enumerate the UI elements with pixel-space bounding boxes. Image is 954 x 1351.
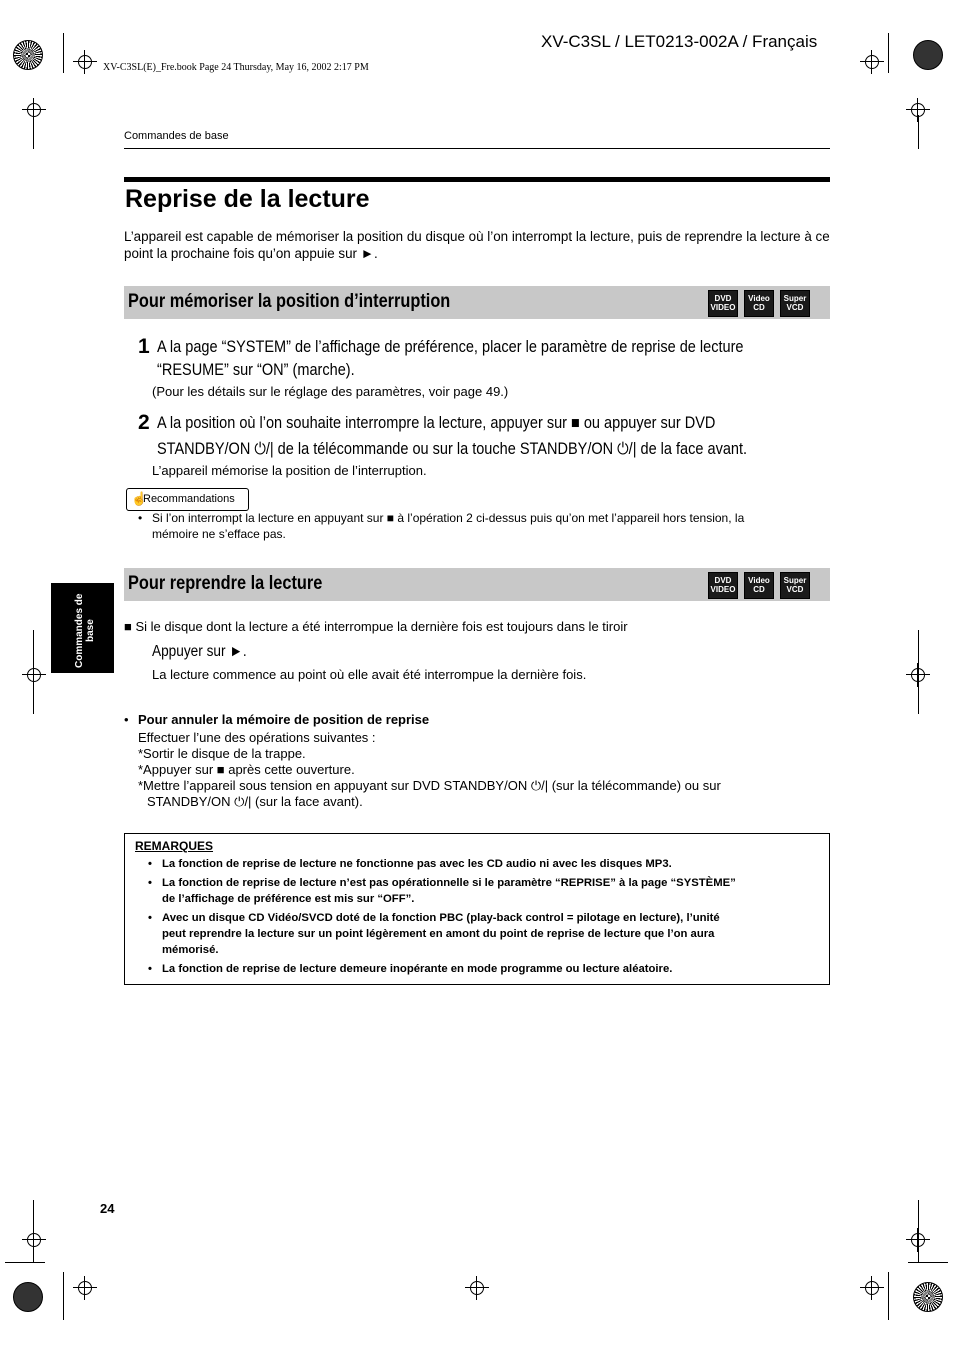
registration-icon bbox=[22, 1228, 46, 1252]
step-note: L’appareil mémorise la position de l’interruption. bbox=[152, 463, 427, 478]
super-vcd-icon: Super VCD bbox=[780, 572, 810, 599]
action-note: La lecture commence au point où elle avait été interrompue la dernière fois. bbox=[152, 667, 587, 682]
video-cd-icon: Video CD bbox=[744, 290, 774, 317]
hand-icon: ☝ bbox=[131, 491, 148, 506]
remark-item: peut reprendre la lecture sur un point légèrement en amont du point de reprise de lecture que l’on aura bbox=[162, 928, 715, 940]
tips-label: ☝ Recommandations bbox=[126, 488, 249, 511]
book-info-line: XV-C3SL(E)_Fre.book Page 24 Thursday, May 16, 2002 2:17 PM bbox=[103, 62, 369, 73]
tip-text: Si l’on interrompt la lecture en appuyant sur ■ à l’opération 2 ci-dessus puis qu’on met l’appareil hors tension, la bbox=[152, 511, 745, 525]
step-text: STANDBY/ON ⏻/| de la télécommande ou sur la touche STANDBY/ON ⏻/| de la face avant. bbox=[157, 440, 748, 458]
dvd-video-icon: DVD VIDEO bbox=[708, 290, 738, 317]
model-reference: XV-C3SL / LET0213-002A / Français bbox=[541, 32, 818, 51]
remark-item: La fonction de reprise de lecture n’est pas opérationnelle si le paramètre “REPRISE” à la page “SYSTÈME” bbox=[162, 877, 736, 889]
section-title: Pour reprendre la lecture bbox=[128, 573, 323, 594]
crop-disk-icon bbox=[13, 1282, 43, 1312]
cancel-item: *Mettre l’appareil sous tension en appuyant sur DVD STANDBY/ON ⏻/| (sur la télécommande) ou sur bbox=[138, 778, 721, 793]
bullet: • bbox=[124, 712, 129, 727]
crop-disk-icon bbox=[913, 40, 943, 70]
remark-item: de l’affichage de préférence est mis sur “OFF”. bbox=[162, 893, 415, 905]
cancel-item: *Sortir le disque de la trappe. bbox=[138, 746, 306, 761]
super-vcd-icon: Super VCD bbox=[780, 290, 810, 317]
intro-paragraph: L’appareil est capable de mémoriser la position du disque où l’on interrompt la lecture, puis de reprendre la lecture à ce point la prochaine fois qu’on appuie sur ►. bbox=[124, 229, 830, 261]
video-cd-icon: Video CD bbox=[744, 572, 774, 599]
step-text: A la page “SYSTEM” de l’affichage de préférence, placer le paramètre de reprise de lecture bbox=[157, 338, 744, 356]
cancel-item: *Appuyer sur ■ après cette ouverture. bbox=[138, 762, 355, 777]
remark-item: La fonction de reprise de lecture demeure inopérante en mode programme ou lecture aléatoire. bbox=[162, 963, 673, 975]
registration-icon bbox=[465, 1276, 489, 1300]
tip-bullet: • bbox=[138, 511, 143, 525]
registration-icon bbox=[22, 98, 46, 122]
section-title: Pour mémoriser la position d’interruption bbox=[128, 291, 451, 312]
action-text: Appuyer sur ►. bbox=[152, 643, 247, 660]
crop-disk-icon bbox=[913, 1282, 943, 1312]
remarks-heading: REMARQUES bbox=[135, 839, 214, 853]
remark-item: Avec un disque CD Vidéo/SVCD doté de la fonction PBC (play-back control = pilotage en lecture), l’unité bbox=[162, 912, 720, 924]
title-rule bbox=[124, 177, 830, 182]
step-text: “RESUME” sur “ON” (marche). bbox=[157, 361, 355, 379]
tip-text: mémoire ne s’efface pas. bbox=[152, 527, 286, 541]
cancel-item: STANDBY/ON ⏻/| (sur la face avant). bbox=[147, 794, 363, 809]
disc-badges bbox=[708, 572, 810, 599]
page-title: Reprise de la lecture bbox=[125, 185, 370, 213]
side-tab: Commandes de base bbox=[51, 583, 114, 673]
header-rule bbox=[124, 148, 830, 149]
remark-item: La fonction de reprise de lecture ne fonctionne pas avec les CD audio ni avec les disques MP3. bbox=[162, 858, 672, 870]
remark-item: mémorisé. bbox=[162, 944, 219, 956]
cancel-intro: Effectuer l’une des opérations suivantes : bbox=[138, 730, 376, 745]
crop-disk-icon bbox=[13, 40, 43, 70]
remarks-box: REMARQUES • La fonction de reprise de lecture ne fonctionne pas avec les CD audio ni avec les disques MP3. • La fonction de reprise de lecture n’est pas opérationnelle si le paramètre “REPRISE” à la page “SYSTÈME” de l’affichage de préférence est mis sur “OFF”. • Avec un disque CD Vidéo/SVCD doté de la fonction PBC (play-back control = pilotage en lecture), l’unité peut reprendre la lecture sur un point légèrement en amont du point de reprise de lecture que l’on aura mémorisé. • La fonction de reprise de lecture demeure inopérante en mode programme ou lecture aléatoire. bbox=[124, 833, 830, 985]
registration-icon bbox=[73, 50, 97, 74]
registration-icon bbox=[860, 1276, 884, 1300]
cancel-title: Pour annuler la mémoire de position de reprise bbox=[138, 712, 430, 727]
section-heading-memorize bbox=[124, 286, 830, 319]
registration-icon bbox=[860, 50, 884, 74]
registration-icon bbox=[73, 1276, 97, 1300]
section-label: Commandes de base bbox=[124, 130, 229, 142]
condition-text: ■ Si le disque dont la lecture a été interrompue la dernière fois est toujours dans le tiroir bbox=[124, 619, 628, 634]
step-number: 1 bbox=[138, 335, 150, 358]
section-heading-resume bbox=[124, 568, 830, 601]
step-note: (Pour les détails sur le réglage des paramètres, voir page 49.) bbox=[152, 384, 509, 399]
disc-badges bbox=[708, 290, 810, 317]
page-number: 24 bbox=[100, 1201, 115, 1216]
step-text: A la position où l’on souhaite interrompre la lecture, appuyer sur ■ ou appuyer sur DVD bbox=[157, 414, 716, 432]
registration-icon bbox=[22, 663, 46, 687]
dvd-video-icon: DVD VIDEO bbox=[708, 572, 738, 599]
step-number: 2 bbox=[138, 411, 150, 434]
